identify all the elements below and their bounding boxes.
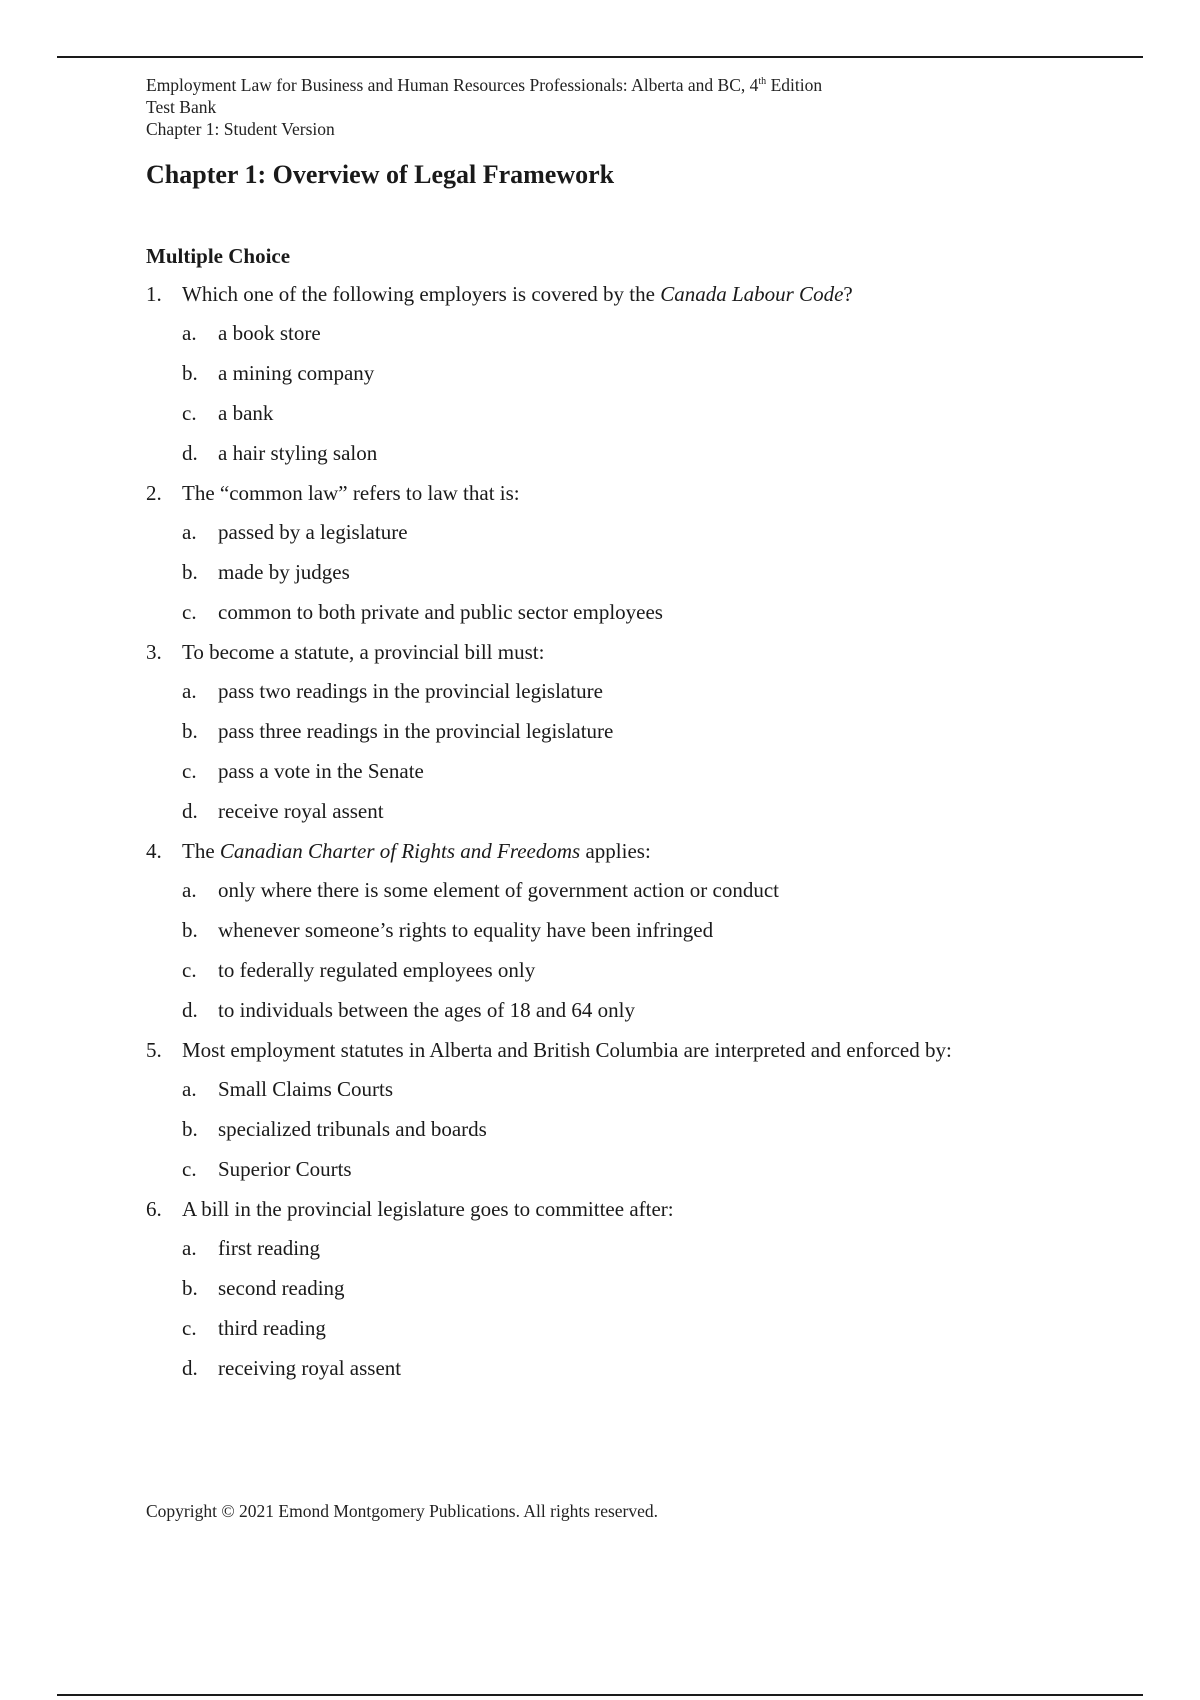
question-text: Most employment statutes in Alberta and British Columbia are interpreted and enforced by: (182, 1038, 952, 1062)
option-list (146, 1228, 1146, 1388)
option-b: b. whenever someone’s rights to equality have been infringed (182, 918, 714, 942)
question-number: 3. (146, 640, 162, 664)
option-b: b. a mining company (182, 361, 375, 385)
section-heading: Multiple Choice (146, 244, 291, 268)
option-a: a. a book store (182, 321, 321, 345)
bottom-rule (57, 1694, 1143, 1696)
chapter-title: Chapter 1: Overview of Legal Framework (146, 160, 615, 189)
question-text: The “common law” refers to law that is: (182, 481, 520, 505)
option-d: d. to individuals between the ages of 18 and 64 only (182, 998, 635, 1022)
option-b: b. pass three readings in the provincial legislature (182, 719, 614, 743)
option-b: b. made by judges (182, 560, 350, 584)
question-number: 2. (146, 481, 162, 505)
option-c: c. common to both private and public sector employees (182, 600, 663, 624)
option-a: a. first reading (182, 1236, 321, 1260)
document-page (146, 74, 1146, 1388)
option-d: d. receiving royal assent (182, 1356, 402, 1380)
document-header (146, 74, 1146, 140)
option-list (146, 1069, 1146, 1189)
question-3 (146, 632, 1146, 831)
option-a: a. pass two readings in the provincial legislature (182, 679, 603, 703)
header-test-bank: Test Bank (146, 97, 217, 117)
question-1 (146, 274, 1146, 473)
option-a: a. passed by a legislature (182, 520, 408, 544)
copyright-notice: Copyright © 2021 Emond Montgomery Publications. All rights reserved. (146, 1501, 659, 1521)
question-number: 1. (146, 282, 162, 306)
option-c: c. pass a vote in the Senate (182, 759, 424, 783)
option-c: c. Superior Courts (182, 1157, 352, 1181)
question-6 (146, 1189, 1146, 1388)
question-list (146, 274, 1146, 1388)
question-text: The Canadian Charter of Rights and Freedoms applies: (182, 839, 651, 863)
question-2 (146, 473, 1146, 632)
question-text: To become a statute, a provincial bill must: (182, 640, 545, 664)
header-chapter-version: Chapter 1: Student Version (146, 119, 335, 139)
question-number: 5. (146, 1038, 162, 1062)
option-list (146, 512, 1146, 632)
question-5 (146, 1030, 1146, 1189)
question-4 (146, 831, 1146, 1030)
option-c: c. to federally regulated employees only (182, 958, 536, 982)
option-b: b. second reading (182, 1276, 345, 1300)
option-c: c. third reading (182, 1316, 326, 1340)
option-d: d. a hair styling salon (182, 441, 378, 465)
option-d: d. receive royal assent (182, 799, 384, 823)
top-rule (57, 56, 1143, 58)
header-book-title: Employment Law for Business and Human Resources Professionals: Alberta and BC, 4th Edition (146, 75, 823, 95)
option-b: b. specialized tribunals and boards (182, 1117, 487, 1141)
option-list (146, 313, 1146, 473)
question-text: A bill in the provincial legislature goes to committee after: (182, 1197, 674, 1221)
option-list (146, 870, 1146, 1030)
option-a: a. Small Claims Courts (182, 1077, 394, 1101)
option-c: c. a bank (182, 401, 274, 425)
option-list (146, 671, 1146, 831)
question-text: Which one of the following employers is covered by the Canada Labour Code? (182, 282, 853, 306)
question-number: 4. (146, 839, 162, 863)
question-number: 6. (146, 1197, 162, 1221)
option-a: a. only where there is some element of government action or conduct (182, 878, 779, 902)
